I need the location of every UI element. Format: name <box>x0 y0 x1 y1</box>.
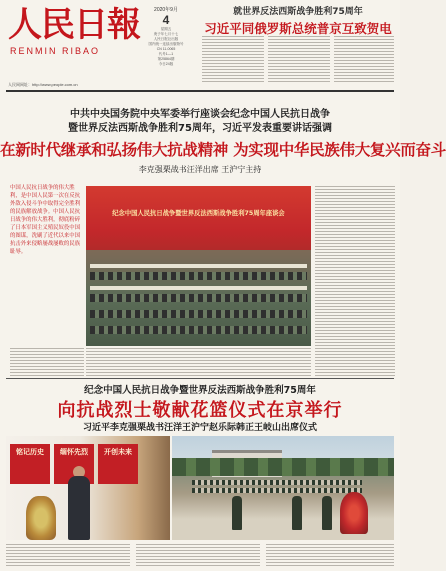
lead-headline[interactable]: 在新时代继承和弘扬伟大抗战精神 为实现中华民族伟大复兴而奋斗 <box>0 141 446 159</box>
photo-row <box>90 326 307 334</box>
weekday: 星期五 <box>160 27 172 31</box>
second-headline[interactable]: 向抗战烈士敬献花篮仪式在京举行 <box>57 400 343 421</box>
photo-panel: 开创未来 <box>98 444 138 484</box>
photo-soldier <box>322 496 332 530</box>
edition-line: 国内统一连续出版物号 <box>148 42 184 46</box>
date-block <box>136 6 196 67</box>
photo-panel: 缅怀先烈 <box>54 444 94 484</box>
edition-line: CN 11-0065 <box>156 47 176 51</box>
edition-line: 人民日报社出版 <box>153 37 179 41</box>
photo-row <box>90 272 307 280</box>
photo-soldier <box>232 496 242 530</box>
lead-photo[interactable] <box>86 186 311 346</box>
lead-photo-caption <box>86 348 311 376</box>
lead-photo-banner: 纪念中国人民抗日战争暨世界反法西斯战争胜利75周年座谈会 <box>112 210 285 217</box>
figure-body <box>68 476 90 540</box>
wreath-ceremony-photo[interactable] <box>6 436 170 540</box>
edition-line: 第25864期 <box>157 57 175 61</box>
photo-ranks <box>192 488 362 493</box>
masthead-rule <box>6 90 394 92</box>
second-attendees: 习近平李克强栗战书汪洋王沪宁赵乐际韩正王岐山出席仪式 <box>82 423 317 433</box>
section-rule <box>6 378 394 379</box>
photo-ranks <box>192 480 362 485</box>
website-line: 人民网网址：http://www.people.com.cn <box>8 82 78 87</box>
newspaper-logo: 人民日報 <box>8 5 140 45</box>
photo-soldier <box>292 496 302 530</box>
top-story-kicker: 就世界反法西斯战争胜利75周年 <box>233 7 363 17</box>
lead-sidebar <box>10 184 84 318</box>
newspaper-logo-roman: RENMIN RIBAO <box>10 46 101 56</box>
square-ceremony-photo[interactable] <box>172 436 394 540</box>
wreath-shape <box>26 496 56 540</box>
lead-attendees: 李克强栗战书汪洋出席 王沪宁主持 <box>138 165 262 174</box>
top-story-headline[interactable]: 习近平同俄罗斯总统普京互致贺电 <box>204 21 392 36</box>
photo-panel: 铭记历史 <box>10 444 50 484</box>
photo-flower-basket <box>340 492 368 534</box>
second-body-column <box>266 544 394 568</box>
lead-kicker <box>0 108 400 136</box>
second-body-column <box>136 544 260 568</box>
top-story-body-column <box>268 36 330 84</box>
lead-kicker-line: 中共中央国务院中央军委举行座谈会纪念中国人民抗日战争 <box>70 109 330 120</box>
lead-body-column <box>10 348 84 376</box>
photo-trees <box>172 458 394 476</box>
photo-row <box>90 310 307 318</box>
date-day: 4 <box>162 13 170 27</box>
second-kicker: 纪念中国人民抗日战争暨世界反法西斯战争胜利75周年 <box>84 385 316 396</box>
top-story[interactable] <box>200 4 396 37</box>
lead-body-column <box>315 186 395 346</box>
photo-table <box>90 264 307 268</box>
edition-line: 代号1—1 <box>158 52 174 56</box>
date-year-month: 2020年9月 <box>154 7 178 13</box>
top-story-body-column <box>334 36 394 84</box>
photo-table <box>90 286 307 290</box>
top-story-body-column <box>202 36 264 84</box>
edition-line: 今日24版 <box>158 62 174 66</box>
lead-kicker-line: 暨世界反法西斯战争胜利75周年，习近平发表重要讲话强调 <box>68 123 332 134</box>
masthead <box>0 0 400 88</box>
second-body-column <box>6 544 130 568</box>
lunar-date: 庚子年七月十七 <box>153 32 179 36</box>
lead-body-column <box>315 348 395 376</box>
photo-row <box>90 294 307 302</box>
lead-sidebar-text: 中国人民抗日战争的伟大胜利，是中国人民第一次在反抗外敌入侵斗争中取得完全胜利的民族解放战争。中国人民抗日战争的伟大胜利，彻底粉碎了日本军国主义殖民奴役中国的图谋，洗刷了近代以来中国抗击外来侵略屡战屡败的民族耻辱。 <box>10 185 81 255</box>
